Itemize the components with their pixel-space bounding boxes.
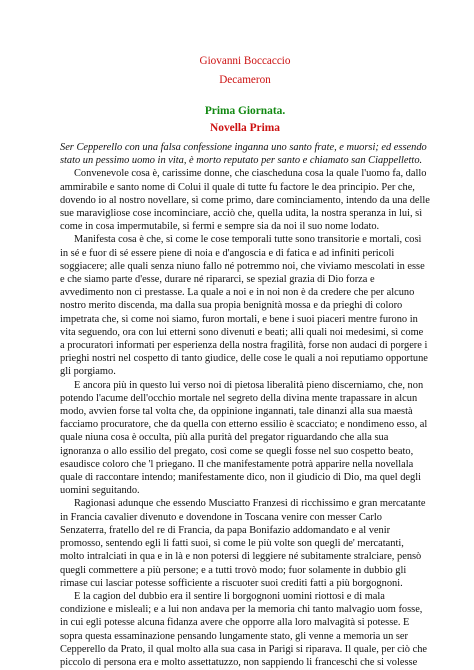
giornata-title: Prima Giornata. <box>204 105 286 117</box>
author-name: Giovanni Boccaccio <box>199 55 291 67</box>
body-paragraph: E la cagion del dubbio era il sentire li borgognoni uomini riottosi e di mala condizione e misleali; e a lui non andava per la memoria chi tanto malvagio uom fosse, in cui egli potesse alcuna fidanza avere che opporre alla loro malvagità si potesse. E sopra questa essaminazione pensando lungamente stato, gli venne a memoria un ser Cepperello da Prato, il qual molto alla sua casa in Parigi si riparava. Il quale, per ciò che piccolo di persona era e molto assettatuzzo, non sappiendo li franceschi che si volesse <box>60 590 428 668</box>
body-paragraph: E ancora più in questo lui verso noi di pietosa liberalità pieno discerniamo, che, non potendo l'acume dell'occhio mortale nel segreto della divina mente trapassare in alcun modo, avvien forse tal volta che, da oppinione ingannati, tale dinanzi alla sua maestà facciamo procuratore, che da quella con etterno essilio è scacciato; e nondimeno esso, al quale niuna cosa è occulta, più alla purità del pregator riguardando che alla sua ignoranza o allo essilio del pregato, così come se quegli fosse nel suo cospetto beato, esaudisce coloro che 'l priegano. Il che manifestamente potrà apparire nella novellala quale di raccontare intendo; manifestamente dico, non il giudicio di Dio, ma quel degli uomini seguitando. <box>60 379 428 497</box>
document-header <box>60 52 430 90</box>
section-heading <box>60 103 430 137</box>
novella-title: Novella Prima <box>210 122 280 134</box>
body-text <box>60 167 430 669</box>
body-paragraph: Convenevole cosa è, carissime donne, che ciascheduna cosa la quale l'uomo fa, dallo ammirabile e santo nome di Colui il quale di tutte fu factore le dea principio. Per che, dovendo io al nostro novellare, sì come primo, dare cominciamento, intendo da una delle sue maravigliose cose incominciare, acciò che, quella udita, la nostra speranza in lui, sì come in cosa impermutabile, si fermi e sempre sia da noi il suo nome lodato. <box>60 168 430 233</box>
body-paragraph: Manifesta cosa è che, sì come le cose temporali tutte sono transitorie e mortali, così in sé e fuor di sé essere piene di noia e d'angoscia e di fatica e ad infiniti pericoli soggiacere; alle quali senza niuno fallo né potremmo noi, che viviamo mescolati in esse e che siamo parte d'esse, durare né ripararci, se spezial grazia di Dio forza e avvedimento non ci prestasse. La quale a noi e in noi non è da credere che per alcuno nostro merito discenda, ma dalla sua propia benignità mossa e da prieghi di coloro impetrata che, sì come noi siamo, furon mortali, e bene i suoi piaceri mentre furono in vita seguendo, ora con lui etterni sono divenuti e beati; alli quali noi medesimi, sì come a procuratori informati per esperienza della nostra fragilità, forse non audaci di porgere i prieghi nostri nel cospetto di tanto giudice, delle cose le quali a noi reputiamo opportune gli porgiamo. <box>60 234 428 378</box>
work-title: Decameron <box>219 74 271 86</box>
body-paragraph: Ragionasi adunque che essendo Musciatto Franzesi di ricchissimo e gran mercatante in Francia cavalier divenuto e dovendone in Toscana venire con messer Carlo Senzaterra, fratello del re di Francia, da papa Bonifazio addomandato e al venir promosso, sentendo egli li fatti suoi, sì come le più volte son quegli de' mercatanti, molto intralciati in qua e in là e non potersi di leggiere né subitamente stralciare, pensò quegli commettere a più persone; e a tutti trovò modo; fuor solamente in dubbio gli rimase cui lasciar potesse sofficiente a riscuoter suoi crediti fatti a più borgognoni. <box>60 498 426 589</box>
novella-rubric: Ser Cepperello con una falsa confessione inganna uno santo frate, e muorsi; ed essendo stato un pessimo uomo in vita, è morto reputato per santo e chiamato san Ciappelletto. <box>60 142 427 167</box>
